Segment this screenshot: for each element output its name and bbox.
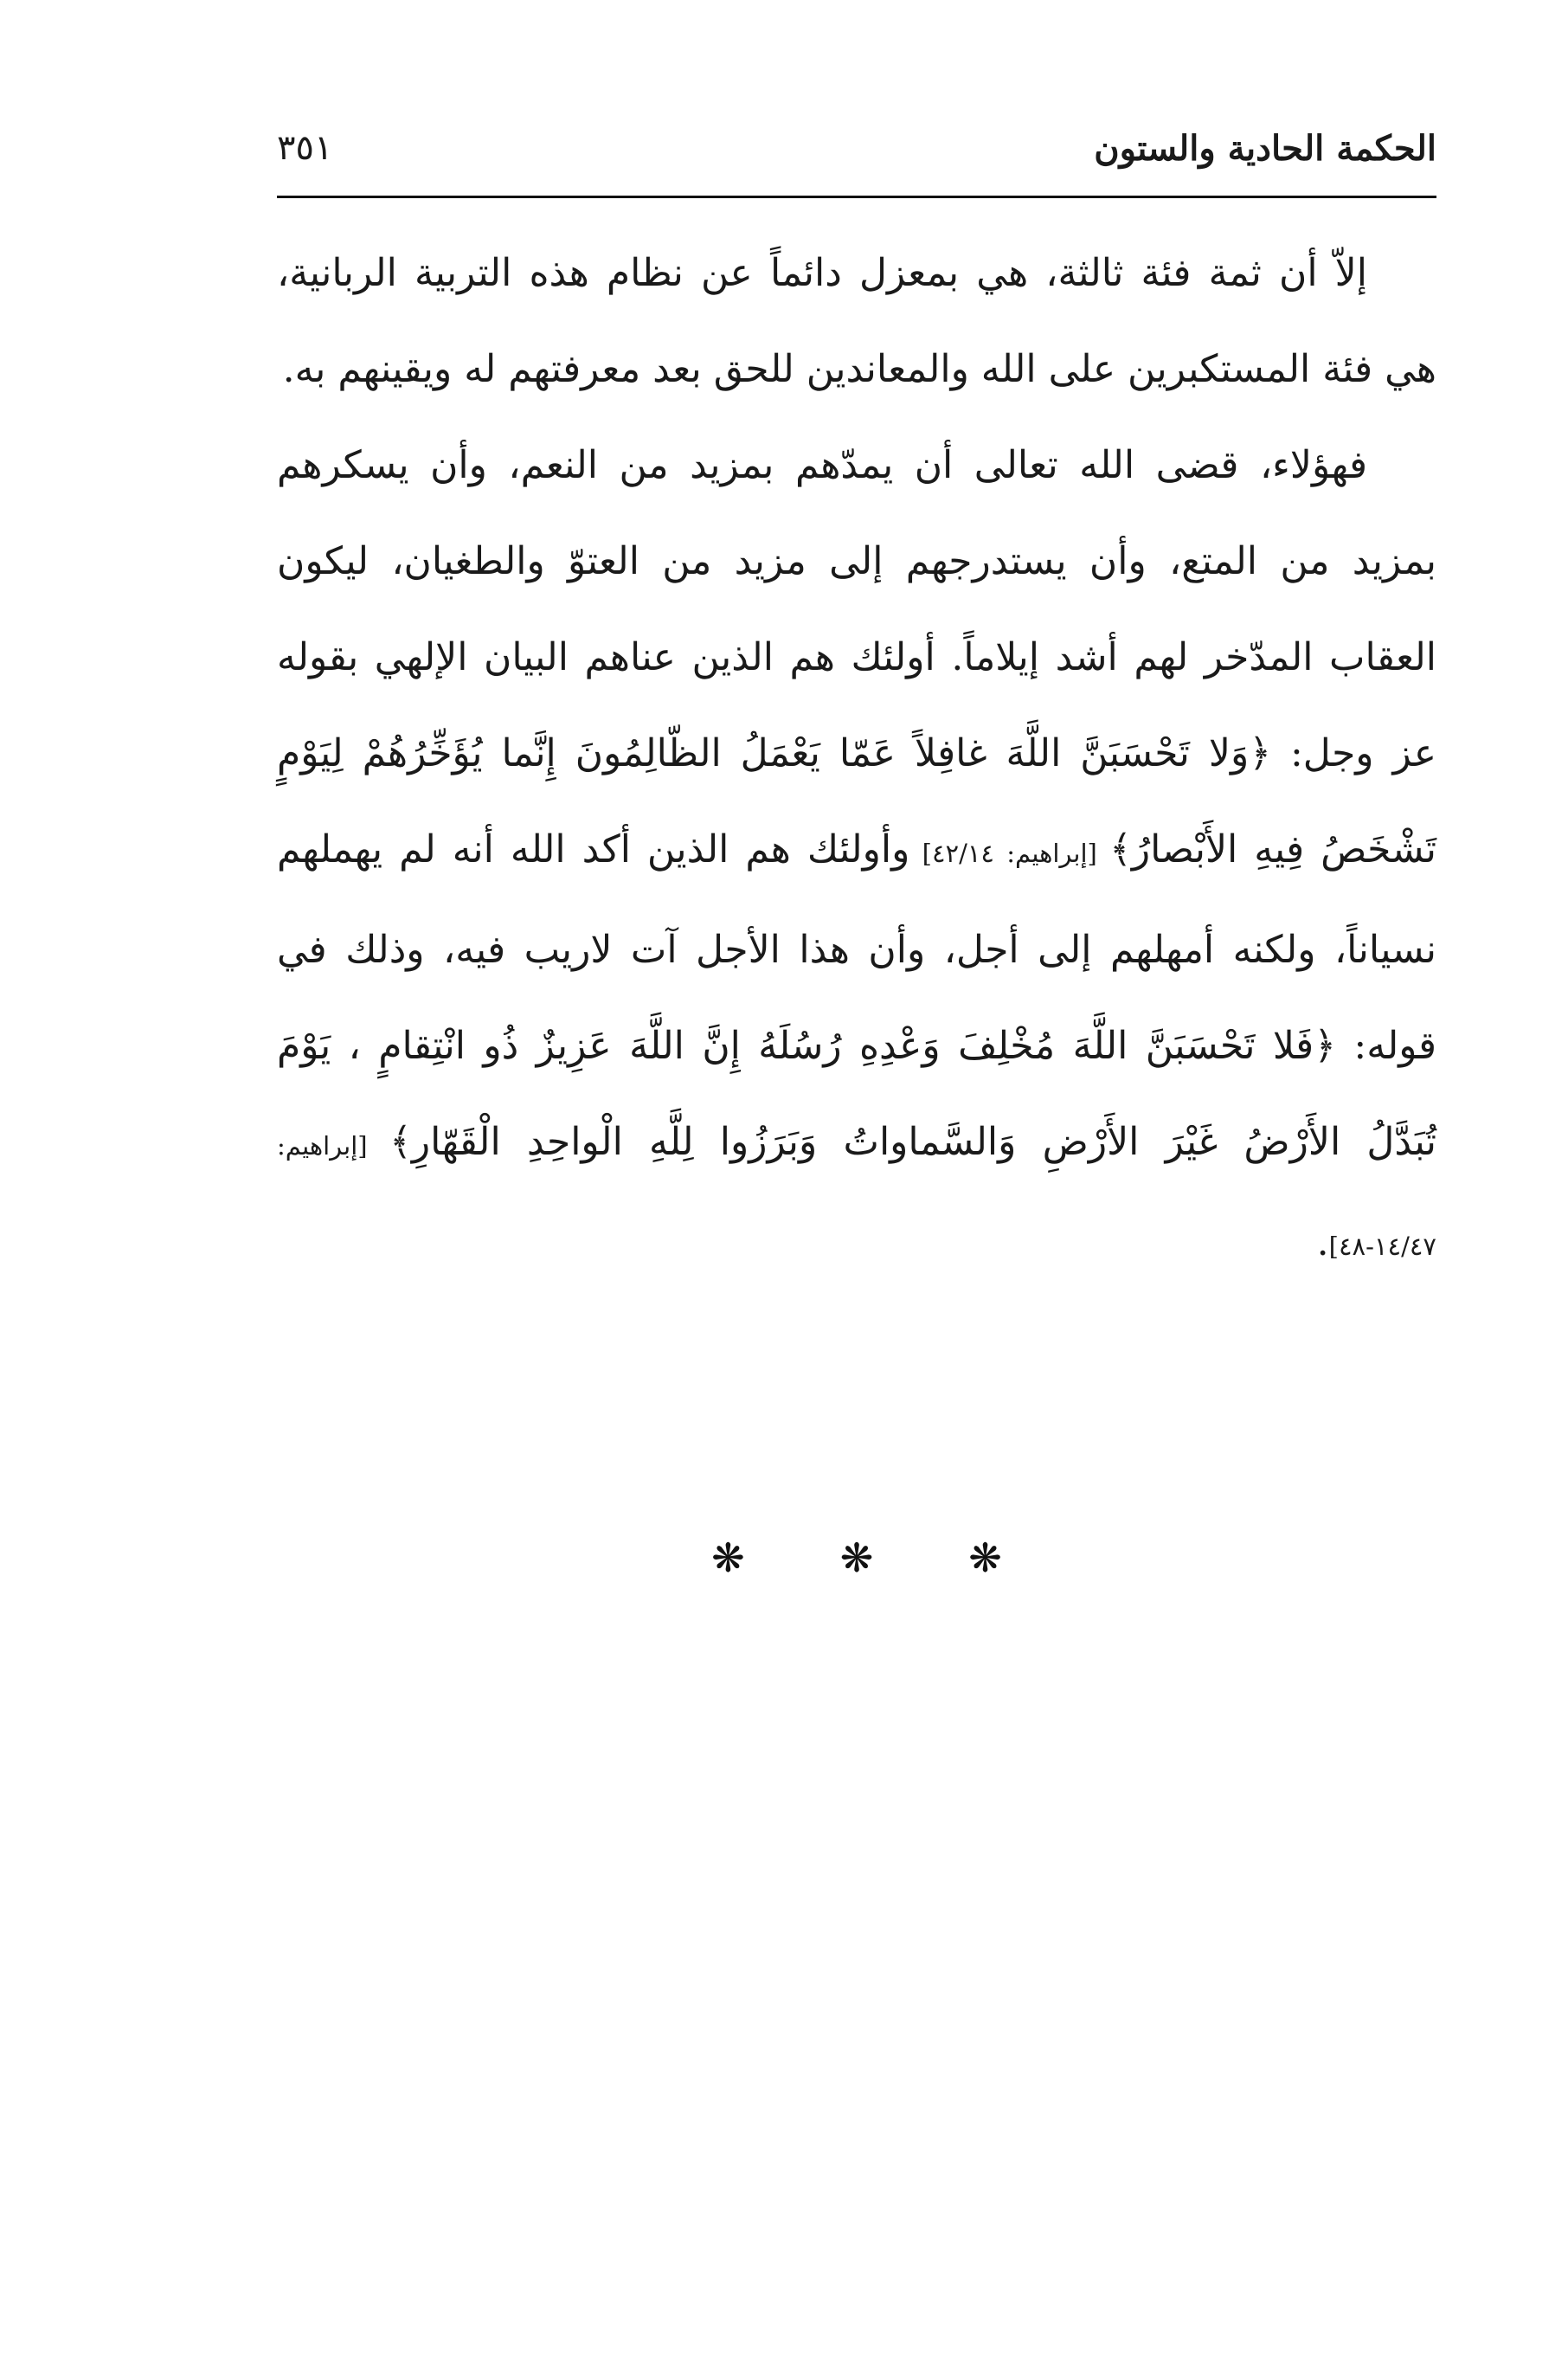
body-text xyxy=(277,225,1436,1295)
quran-quote-1: ﴿وَلا تَحْسَبَنَّ اللَّهَ غافِلاً عَمّا يَعْمَلُ الظّالِمُونَ إِنَّما يُؤَخِّرُهُمْ لِيَوْمٍ تَشْخَصُ فِيهِ الأَبْصارُ﴾ xyxy=(277,731,1436,872)
paragraph-2-middle: وأولئك هم الذين أكد الله أنه لم يهملهم نسياناً، ولكنه أمهلهم إلى أجل، وأن هذا الأجل آت لاريب فيه، وذلك في قوله: xyxy=(277,827,1436,1068)
quran-quote-2: ﴿فَلا تَحْسَبَنَّ اللَّهَ مُخْلِفَ وَعْدِهِ رُسُلَهُ إِنَّ اللَّهَ عَزِيزٌ ذُو انْتِقامٍ ، يَوْمَ تُبَدَّلُ الأَرْضُ غَيْرَ الأَرْضِ وَالسَّماواتُ وَبَرَزُوا لِلَّهِ الْواحِدِ الْقَهّارِ﴾ xyxy=(277,1024,1436,1164)
paragraph-1: إلاّ أن ثمة فئة ثالثة، هي بمعزل دائماً عن نظام هذه التربية الربانية، هي فئة المستكبرين على الله والمعاندين للحق بعد معرفتهم له ويقينهم به. xyxy=(277,251,1436,391)
quran-reference-1: [إبراهيم: ٤٢/١٤] xyxy=(909,839,1110,868)
asterism-star-icon: ❋ xyxy=(839,1534,874,1581)
paragraph-2-end: . xyxy=(1316,1220,1329,1264)
asterism-star-icon: ❋ xyxy=(968,1534,1002,1581)
page-number: ٣٥١ xyxy=(277,128,333,168)
paragraph-2 xyxy=(277,417,1436,1295)
book-page xyxy=(277,113,1436,2276)
running-header xyxy=(277,113,1436,198)
paragraph-2-intro: فهؤلاء، قضى الله تعالى أن يمدّهم بمزيد من النعم، وأن يسكرهم بمزيد من المتع، وأن يستدرجهم إلى مزيد من العتوّ والطغيان، ليكون العقاب المدّخر لهم أشد إيلاماً. أولئك هم الذين عناهم البيان الإلهي بقوله عز وجل: xyxy=(277,443,1437,775)
section-separator xyxy=(277,1532,1436,1584)
quran-reference-2: [إبراهيم: ١٤/٤٧-٤٨] xyxy=(277,1131,1436,1261)
chapter-title: الحكمة الحادية والستون xyxy=(1094,128,1436,169)
asterism-star-icon: ❋ xyxy=(711,1534,745,1581)
